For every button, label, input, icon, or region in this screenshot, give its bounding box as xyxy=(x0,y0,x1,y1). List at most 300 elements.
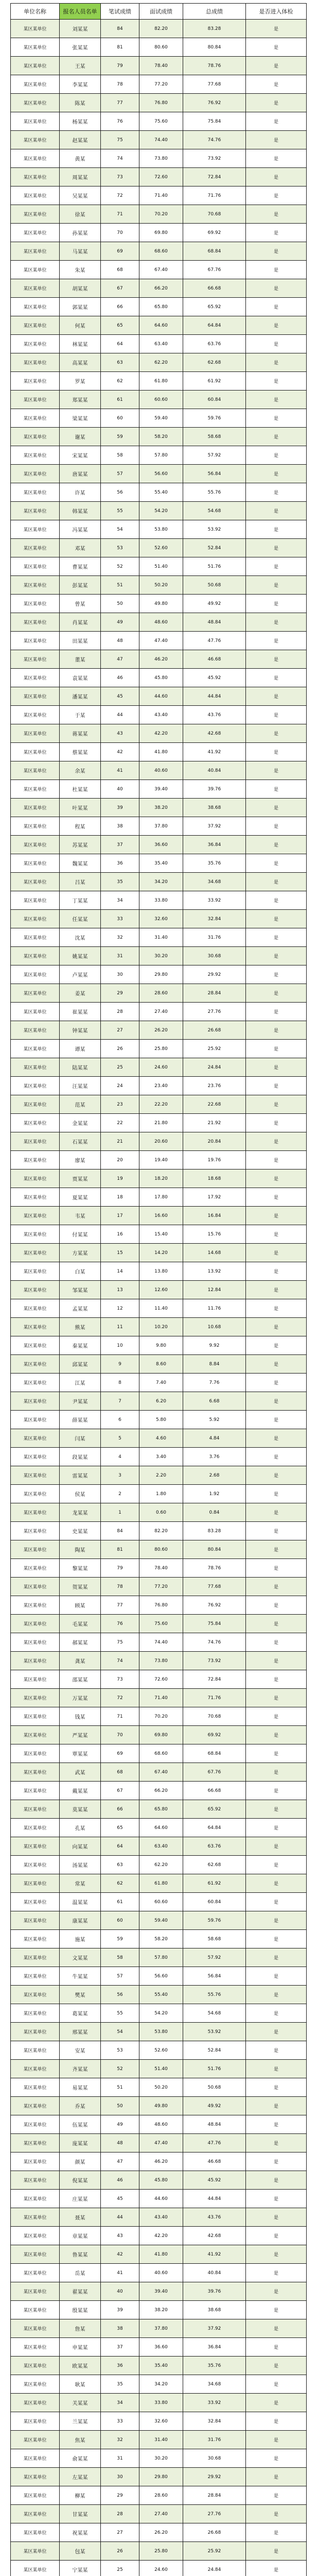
cell-interview-score: 11.40 xyxy=(139,1299,183,1318)
cell-total-score: 40.84 xyxy=(183,2264,246,2282)
cell-name: 詹某 xyxy=(60,2319,101,2338)
cell-total-score: 70.68 xyxy=(183,205,246,224)
table-row xyxy=(11,391,307,409)
cell-unit: 某区某单位 xyxy=(11,1374,60,1392)
table-row xyxy=(11,2431,307,2449)
cell-name: 孙某某 xyxy=(60,224,101,242)
cell-total-score: 22.68 xyxy=(183,1095,246,1114)
table-row xyxy=(11,2505,307,2523)
cell-name: 钱某 xyxy=(60,1707,101,1726)
cell-written-score: 30 xyxy=(101,965,139,984)
cell-unit: 某区某单位 xyxy=(11,1967,60,1986)
table-row xyxy=(11,1967,307,1986)
cell-physical-exam: 是 xyxy=(246,1299,307,1318)
table-row xyxy=(11,854,307,873)
cell-written-score: 56 xyxy=(101,483,139,502)
cell-total-score: 7.76 xyxy=(183,1374,246,1392)
table-row xyxy=(11,2245,307,2264)
cell-written-score: 14 xyxy=(101,1262,139,1281)
cell-total-score: 44.84 xyxy=(183,687,246,706)
cell-interview-score: 67.40 xyxy=(139,261,183,279)
cell-name: 陈某 xyxy=(60,94,101,112)
cell-unit: 某区某单位 xyxy=(11,1058,60,1077)
cell-physical-exam: 是 xyxy=(246,2338,307,2357)
cell-total-score: 10.68 xyxy=(183,1318,246,1336)
table-row xyxy=(11,539,307,557)
cell-physical-exam: 是 xyxy=(246,2097,307,2115)
cell-total-score: 59.76 xyxy=(183,409,246,428)
cell-name: 雷某某 xyxy=(60,1466,101,1485)
cell-written-score: 37 xyxy=(101,2338,139,2357)
cell-physical-exam: 是 xyxy=(246,854,307,873)
table-body xyxy=(11,20,307,2576)
cell-interview-score: 68.60 xyxy=(139,242,183,261)
cell-physical-exam: 是 xyxy=(246,2542,307,2561)
cell-interview-score: 74.40 xyxy=(139,131,183,149)
cell-total-score: 57.92 xyxy=(183,1948,246,1967)
cell-unit: 某区某单位 xyxy=(11,2319,60,2338)
cell-total-score: 61.92 xyxy=(183,1874,246,1893)
cell-name: 欧某某 xyxy=(60,2357,101,2375)
cell-physical-exam: 是 xyxy=(246,1744,307,1763)
cell-interview-score: 56.60 xyxy=(139,465,183,483)
cell-name: 闫某 xyxy=(60,1429,101,1448)
cell-name: 陆某某 xyxy=(60,1058,101,1077)
cell-unit: 某区某单位 xyxy=(11,2301,60,2319)
cell-name: 孔某 xyxy=(60,1819,101,1837)
cell-written-score: 21 xyxy=(101,1132,139,1151)
cell-name: 冯某某 xyxy=(60,520,101,539)
cell-interview-score: 65.80 xyxy=(139,298,183,316)
cell-interview-score: 48.60 xyxy=(139,2115,183,2134)
cell-interview-score: 59.40 xyxy=(139,409,183,428)
cell-name: 毛某某 xyxy=(60,1615,101,1633)
cell-interview-score: 28.60 xyxy=(139,2486,183,2505)
cell-physical-exam: 是 xyxy=(246,650,307,669)
cell-written-score: 29 xyxy=(101,984,139,1003)
cell-name: 江某 xyxy=(60,1374,101,1392)
cell-total-score: 40.84 xyxy=(183,761,246,780)
cell-physical-exam: 是 xyxy=(246,1429,307,1448)
cell-interview-score: 62.20 xyxy=(139,353,183,372)
cell-unit: 某区某单位 xyxy=(11,1114,60,1132)
cell-written-score: 13 xyxy=(101,1281,139,1299)
cell-total-score: 5.92 xyxy=(183,1411,246,1429)
cell-physical-exam: 是 xyxy=(246,1707,307,1726)
cell-total-score: 74.76 xyxy=(183,131,246,149)
cell-name: 施某 xyxy=(60,1930,101,1948)
cell-unit: 某区某单位 xyxy=(11,928,60,947)
cell-name: 魏某某 xyxy=(60,854,101,873)
cell-physical-exam: 是 xyxy=(246,1448,307,1466)
cell-physical-exam: 是 xyxy=(246,1911,307,1930)
cell-total-score: 63.76 xyxy=(183,1837,246,1856)
cell-interview-score: 36.60 xyxy=(139,836,183,854)
table-row xyxy=(11,2004,307,2023)
cell-interview-score: 28.60 xyxy=(139,984,183,1003)
cell-physical-exam: 是 xyxy=(246,57,307,75)
cell-name: 樊某 xyxy=(60,1986,101,2004)
cell-physical-exam: 是 xyxy=(246,20,307,38)
cell-physical-exam: 是 xyxy=(246,112,307,131)
cell-interview-score: 20.60 xyxy=(139,1132,183,1151)
cell-written-score: 56 xyxy=(101,1986,139,2004)
cell-name: 熊某 xyxy=(60,1318,101,1336)
table-row xyxy=(11,632,307,650)
cell-interview-score: 70.20 xyxy=(139,205,183,224)
cell-total-score: 56.84 xyxy=(183,1967,246,1986)
cell-interview-score: 66.20 xyxy=(139,1782,183,1800)
cell-written-score: 79 xyxy=(101,57,139,75)
cell-interview-score: 80.60 xyxy=(139,1540,183,1559)
cell-unit: 某区某单位 xyxy=(11,1948,60,1967)
cell-name: 柳某 xyxy=(60,2486,101,2505)
table-row xyxy=(11,353,307,372)
cell-total-score: 62.68 xyxy=(183,353,246,372)
cell-total-score: 8.84 xyxy=(183,1355,246,1374)
cell-physical-exam: 是 xyxy=(246,1077,307,1095)
cell-unit: 某区某单位 xyxy=(11,205,60,224)
cell-name: 汤某某 xyxy=(60,1856,101,1874)
cell-total-score: 48.84 xyxy=(183,613,246,632)
cell-interview-score: 31.40 xyxy=(139,2431,183,2449)
cell-interview-score: 77.20 xyxy=(139,1578,183,1596)
cell-interview-score: 36.60 xyxy=(139,2338,183,2357)
cell-physical-exam: 是 xyxy=(246,1986,307,2004)
cell-interview-score: 42.20 xyxy=(139,2227,183,2245)
cell-physical-exam: 是 xyxy=(246,94,307,112)
cell-interview-score: 38.20 xyxy=(139,799,183,817)
table-row xyxy=(11,1058,307,1077)
cell-physical-exam: 是 xyxy=(246,298,307,316)
cell-written-score: 35 xyxy=(101,873,139,891)
cell-total-score: 60.84 xyxy=(183,391,246,409)
cell-interview-score: 7.40 xyxy=(139,1374,183,1392)
cell-written-score: 60 xyxy=(101,409,139,428)
table-row xyxy=(11,2412,307,2431)
cell-name: 石某某 xyxy=(60,1132,101,1151)
cell-unit: 某区某单位 xyxy=(11,1077,60,1095)
cell-total-score: 35.76 xyxy=(183,2357,246,2375)
cell-total-score: 41.92 xyxy=(183,2245,246,2264)
cell-written-score: 46 xyxy=(101,2171,139,2190)
cell-total-score: 46.68 xyxy=(183,650,246,669)
cell-written-score: 26 xyxy=(101,1040,139,1058)
cell-physical-exam: 是 xyxy=(246,2245,307,2264)
cell-interview-score: 54.20 xyxy=(139,2004,183,2023)
cell-physical-exam: 是 xyxy=(246,1207,307,1225)
table-row xyxy=(11,1299,307,1318)
cell-interview-score: 75.60 xyxy=(139,1615,183,1633)
cell-unit: 某区某单位 xyxy=(11,2245,60,2264)
cell-physical-exam: 是 xyxy=(246,316,307,335)
table-row xyxy=(11,1893,307,1911)
table-row xyxy=(11,1244,307,1262)
cell-total-score: 21.92 xyxy=(183,1114,246,1132)
cell-interview-score: 27.40 xyxy=(139,2505,183,2523)
cell-unit: 某区某单位 xyxy=(11,2542,60,2561)
cell-name: 汪某某 xyxy=(60,1077,101,1095)
table-row xyxy=(11,984,307,1003)
cell-written-score: 63 xyxy=(101,1856,139,1874)
cell-physical-exam: 是 xyxy=(246,1281,307,1299)
cell-total-score: 33.92 xyxy=(183,891,246,910)
cell-written-score: 69 xyxy=(101,1744,139,1763)
cell-interview-score: 49.80 xyxy=(139,595,183,613)
cell-total-score: 78.76 xyxy=(183,57,246,75)
cell-physical-exam: 是 xyxy=(246,1948,307,1967)
cell-physical-exam: 是 xyxy=(246,353,307,372)
cell-total-score: 64.84 xyxy=(183,316,246,335)
cell-physical-exam: 是 xyxy=(246,836,307,854)
cell-physical-exam: 是 xyxy=(246,2301,307,2319)
cell-total-score: 32.84 xyxy=(183,910,246,928)
cell-interview-score: 35.40 xyxy=(139,854,183,873)
cell-physical-exam: 是 xyxy=(246,1540,307,1559)
cell-name: 金某某 xyxy=(60,1114,101,1132)
cell-physical-exam: 是 xyxy=(246,1336,307,1355)
cell-physical-exam: 是 xyxy=(246,1726,307,1744)
cell-written-score: 39 xyxy=(101,799,139,817)
cell-physical-exam: 是 xyxy=(246,2060,307,2078)
cell-unit: 某区某单位 xyxy=(11,75,60,94)
cell-interview-score: 77.20 xyxy=(139,75,183,94)
cell-total-score: 50.68 xyxy=(183,2078,246,2097)
cell-written-score: 7 xyxy=(101,1392,139,1411)
cell-physical-exam: 是 xyxy=(246,669,307,687)
cell-interview-score: 26.20 xyxy=(139,2523,183,2542)
cell-unit: 某区某单位 xyxy=(11,595,60,613)
cell-written-score: 59 xyxy=(101,428,139,446)
cell-written-score: 17 xyxy=(101,1207,139,1225)
cell-interview-score: 31.40 xyxy=(139,928,183,947)
cell-unit: 某区某单位 xyxy=(11,353,60,372)
cell-total-score: 14.68 xyxy=(183,1244,246,1262)
cell-name: 黎某某 xyxy=(60,1559,101,1578)
cell-written-score: 6 xyxy=(101,1411,139,1429)
cell-written-score: 78 xyxy=(101,75,139,94)
cell-physical-exam: 是 xyxy=(246,1244,307,1262)
cell-written-score: 68 xyxy=(101,1763,139,1782)
cell-total-score: 77.68 xyxy=(183,75,246,94)
cell-interview-score: 64.60 xyxy=(139,316,183,335)
cell-name: 侯某 xyxy=(60,1485,101,1503)
cell-name: 任某某 xyxy=(60,910,101,928)
cell-interview-score: 41.80 xyxy=(139,743,183,761)
cell-unit: 某区某单位 xyxy=(11,446,60,465)
cell-written-score: 65 xyxy=(101,316,139,335)
cell-physical-exam: 是 xyxy=(246,799,307,817)
cell-total-score: 74.76 xyxy=(183,1633,246,1652)
cell-written-score: 46 xyxy=(101,669,139,687)
table-row xyxy=(11,2115,307,2134)
cell-interview-score: 4.60 xyxy=(139,1429,183,1448)
cell-unit: 某区某单位 xyxy=(11,1411,60,1429)
cell-unit: 某区某单位 xyxy=(11,1874,60,1893)
table-row xyxy=(11,1911,307,1930)
table-row xyxy=(11,1392,307,1411)
table-row xyxy=(11,1744,307,1763)
cell-physical-exam: 是 xyxy=(246,2134,307,2153)
cell-unit: 某区某单位 xyxy=(11,1893,60,1911)
cell-total-score: 75.84 xyxy=(183,112,246,131)
cell-physical-exam: 是 xyxy=(246,2431,307,2449)
cell-unit: 某区某单位 xyxy=(11,1726,60,1744)
cell-written-score: 55 xyxy=(101,2004,139,2023)
cell-name: 范某 xyxy=(60,1095,101,1114)
table-row xyxy=(11,873,307,891)
table-row xyxy=(11,595,307,613)
cell-interview-score: 10.20 xyxy=(139,1318,183,1336)
cell-written-score: 36 xyxy=(101,2357,139,2375)
table-row xyxy=(11,1782,307,1800)
cell-name: 秦某某 xyxy=(60,1336,101,1355)
cell-physical-exam: 是 xyxy=(246,947,307,965)
cell-total-score: 43.76 xyxy=(183,2208,246,2227)
cell-unit: 某区某单位 xyxy=(11,94,60,112)
table-row xyxy=(11,1596,307,1615)
cell-total-score: 66.68 xyxy=(183,279,246,298)
cell-unit: 某区某单位 xyxy=(11,576,60,595)
cell-unit: 某区某单位 xyxy=(11,1800,60,1819)
cell-physical-exam: 是 xyxy=(246,1040,307,1058)
cell-physical-exam: 是 xyxy=(246,38,307,57)
cell-name: 岳某 xyxy=(60,2264,101,2282)
cell-interview-score: 51.40 xyxy=(139,2060,183,2078)
column-header-total: 总成绩 xyxy=(183,4,246,20)
table-row xyxy=(11,187,307,205)
cell-physical-exam: 是 xyxy=(246,391,307,409)
cell-total-score: 70.68 xyxy=(183,1707,246,1726)
cell-total-score: 0.84 xyxy=(183,1503,246,1522)
cell-physical-exam: 是 xyxy=(246,965,307,984)
table-row xyxy=(11,149,307,168)
cell-interview-score: 29.80 xyxy=(139,2468,183,2486)
cell-written-score: 68 xyxy=(101,261,139,279)
cell-total-score: 51.76 xyxy=(183,557,246,576)
cell-physical-exam: 是 xyxy=(246,1856,307,1874)
cell-total-score: 58.68 xyxy=(183,1930,246,1948)
table-row xyxy=(11,1503,307,1522)
cell-name: 董某 xyxy=(60,650,101,669)
cell-physical-exam: 是 xyxy=(246,2561,307,2576)
cell-unit: 某区某单位 xyxy=(11,1578,60,1596)
table-row xyxy=(11,650,307,669)
table-row xyxy=(11,1466,307,1485)
cell-unit: 某区某单位 xyxy=(11,1040,60,1058)
cell-total-score: 73.92 xyxy=(183,149,246,168)
cell-physical-exam: 是 xyxy=(246,1596,307,1615)
cell-name: 贾某某 xyxy=(60,1170,101,1188)
table-row xyxy=(11,2097,307,2115)
cell-physical-exam: 是 xyxy=(246,428,307,446)
cell-unit: 某区某单位 xyxy=(11,149,60,168)
cell-total-score: 31.76 xyxy=(183,928,246,947)
cell-interview-score: 38.20 xyxy=(139,2301,183,2319)
cell-written-score: 75 xyxy=(101,131,139,149)
cell-written-score: 69 xyxy=(101,242,139,261)
cell-total-score: 31.76 xyxy=(183,2431,246,2449)
cell-written-score: 36 xyxy=(101,854,139,873)
cell-name: 左某某 xyxy=(60,2468,101,2486)
cell-unit: 某区某单位 xyxy=(11,520,60,539)
cell-interview-score: 25.80 xyxy=(139,1040,183,1058)
cell-total-score: 83.28 xyxy=(183,20,246,38)
cell-physical-exam: 是 xyxy=(246,2171,307,2190)
table-row xyxy=(11,1485,307,1503)
cell-written-score: 49 xyxy=(101,613,139,632)
cell-written-score: 47 xyxy=(101,650,139,669)
cell-name: 郝某某 xyxy=(60,1633,101,1652)
cell-name: 翟某某 xyxy=(60,2282,101,2301)
cell-total-score: 71.76 xyxy=(183,1689,246,1707)
cell-interview-score: 48.60 xyxy=(139,613,183,632)
cell-written-score: 73 xyxy=(101,168,139,187)
cell-interview-score: 53.80 xyxy=(139,520,183,539)
cell-physical-exam: 是 xyxy=(246,1170,307,1188)
table-row xyxy=(11,261,307,279)
cell-written-score: 22 xyxy=(101,1114,139,1132)
cell-unit: 某区某单位 xyxy=(11,131,60,149)
cell-interview-score: 72.60 xyxy=(139,1670,183,1689)
cell-physical-exam: 是 xyxy=(246,2004,307,2023)
cell-physical-exam: 是 xyxy=(246,1837,307,1856)
cell-unit: 某区某单位 xyxy=(11,1670,60,1689)
cell-interview-score: 35.40 xyxy=(139,2357,183,2375)
cell-total-score: 12.84 xyxy=(183,1281,246,1299)
cell-physical-exam: 是 xyxy=(246,780,307,799)
cell-total-score: 27.76 xyxy=(183,2505,246,2523)
cell-name: 谢某 xyxy=(60,428,101,446)
cell-written-score: 70 xyxy=(101,1726,139,1744)
cell-unit: 某区某单位 xyxy=(11,298,60,316)
cell-interview-score: 52.60 xyxy=(139,2041,183,2060)
cell-physical-exam: 是 xyxy=(246,2375,307,2394)
cell-name: 彭某某 xyxy=(60,576,101,595)
cell-physical-exam: 是 xyxy=(246,910,307,928)
cell-written-score: 75 xyxy=(101,1633,139,1652)
cell-name: 姜某 xyxy=(60,984,101,1003)
cell-total-score: 25.92 xyxy=(183,2542,246,2561)
cell-physical-exam: 是 xyxy=(246,1503,307,1522)
cell-written-score: 71 xyxy=(101,205,139,224)
cell-interview-score: 59.40 xyxy=(139,1911,183,1930)
cell-name: 崔某某 xyxy=(60,1003,101,1021)
cell-physical-exam: 是 xyxy=(246,761,307,780)
cell-total-score: 41.92 xyxy=(183,743,246,761)
cell-unit: 某区某单位 xyxy=(11,613,60,632)
cell-name: 曹某某 xyxy=(60,557,101,576)
cell-name: 蔡某某 xyxy=(60,743,101,761)
cell-unit: 某区某单位 xyxy=(11,2357,60,2375)
table-row xyxy=(11,836,307,854)
cell-written-score: 66 xyxy=(101,298,139,316)
table-row xyxy=(11,279,307,298)
cell-unit: 某区某单位 xyxy=(11,632,60,650)
cell-unit: 某区某单位 xyxy=(11,57,60,75)
table-row xyxy=(11,2394,307,2412)
cell-interview-score: 82.20 xyxy=(139,1522,183,1540)
cell-written-score: 78 xyxy=(101,1578,139,1596)
cell-name: 焦某 xyxy=(60,2431,101,2449)
cell-name: 谭某 xyxy=(60,1040,101,1058)
cell-total-score: 18.68 xyxy=(183,1170,246,1188)
cell-interview-score: 65.80 xyxy=(139,1800,183,1819)
cell-unit: 某区某单位 xyxy=(11,1615,60,1633)
cell-name: 陶某 xyxy=(60,1540,101,1559)
cell-unit: 某区某单位 xyxy=(11,910,60,928)
cell-name: 邓某 xyxy=(60,539,101,557)
